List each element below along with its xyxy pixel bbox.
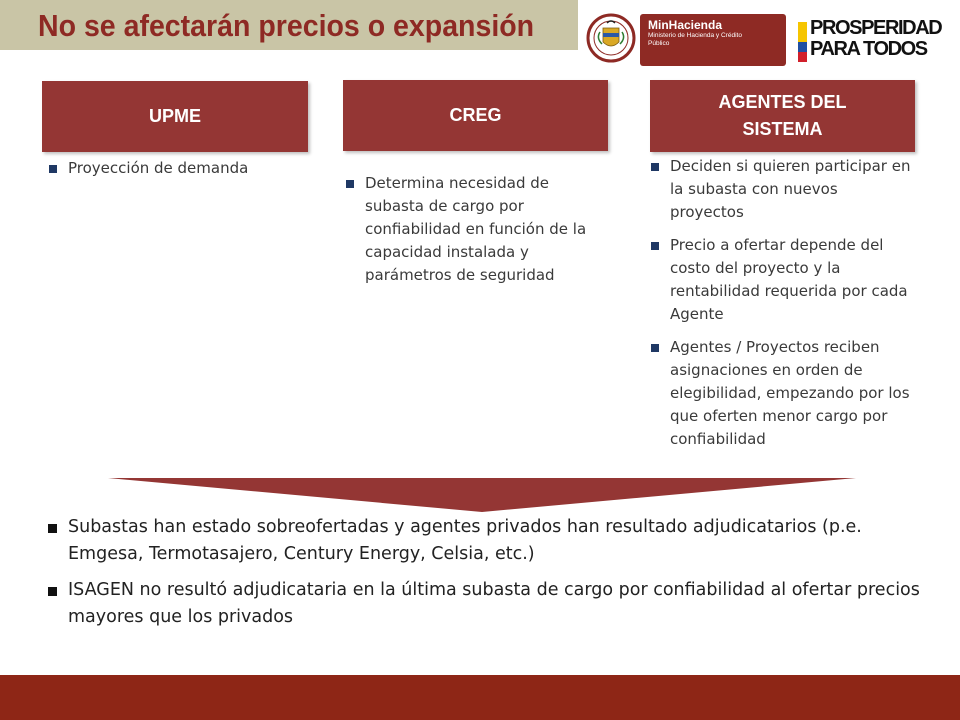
list-item: Proyección de demanda [48,157,308,180]
colombia-flag-icon [798,22,807,62]
creg-bullet-list [345,172,605,297]
down-arrow-shape [108,478,856,512]
upme-bullet-list [48,157,308,190]
footer-bar [0,675,960,720]
upme-box [42,81,308,152]
prosperidad-line1: PROSPERIDAD [810,17,942,39]
prosperidad-line2: PARA TODOS [810,38,927,60]
list-item: Deciden si quieren participar en la subasta con nuevos proyectos [650,155,912,224]
upme-heading: UPME [148,106,201,126]
creg-heading: CREG [449,105,502,125]
agentes-box [650,80,915,152]
agentes-bullet-list [650,155,912,461]
minhacienda-subtitle: Ministerio de Hacienda y Crédito Público [648,32,742,47]
page-title: No se afectarán precios o expansión [38,8,535,43]
agentes-heading: AGENTES DEL SISTEMA [718,92,847,139]
minhacienda-name: MinHacienda [648,18,723,32]
list-item: Subastas han estado sobreofertadas y agentes privados han resultado adjudicatarios (p.e. Emgesa, Termotasajero, Century Energy, Celsia, etc.) [48,514,928,568]
list-item: Precio a ofertar depende del costo del proyecto y la rentabilidad requerida por cada Agente [650,234,912,326]
list-item: Agentes / Proyectos reciben asignaciones en orden de elegibilidad, empezando por los que oferten menor cargo por confiabilidad [650,336,912,451]
list-item: ISAGEN no resultó adjudicataria en la última subasta de cargo por confiabilidad al ofertar precios mayores que los privados [48,577,928,631]
list-item: Determina necesidad de subasta de cargo por confiabilidad en función de la capacidad instalada y parámetros de seguridad [345,172,605,287]
creg-box [343,80,608,151]
conclusions-list [48,514,928,640]
prosperidad-logo [810,18,956,60]
colombia-seal-icon [586,12,636,70]
minhacienda-logo [640,14,786,66]
